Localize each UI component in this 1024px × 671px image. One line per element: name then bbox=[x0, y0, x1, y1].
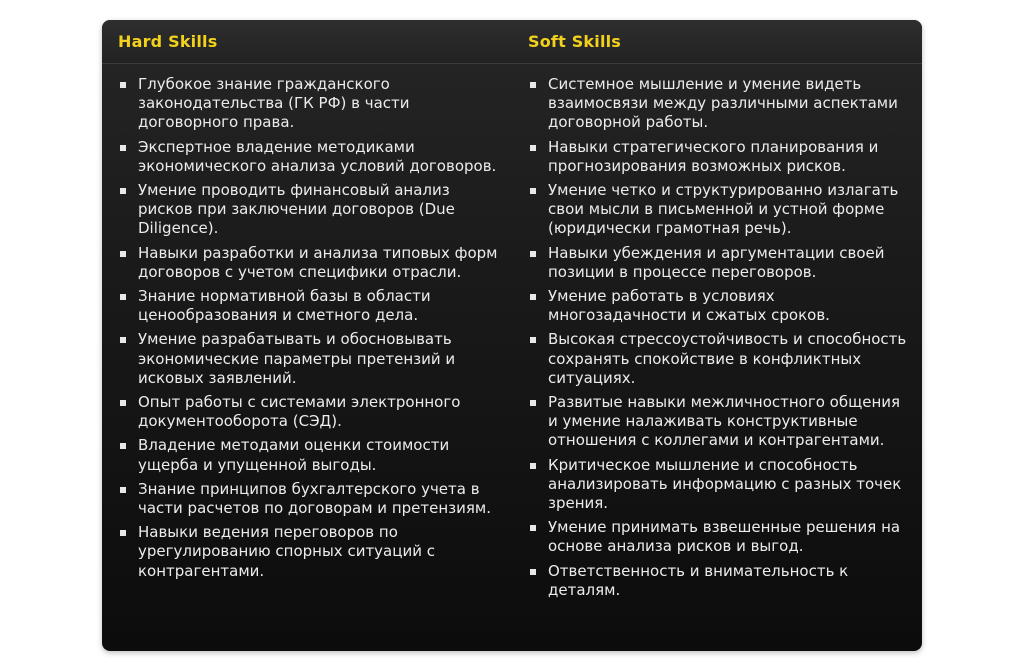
list-item-text: Навыки ведения переговоров по урегулированию спорных ситуаций с контрагентами. bbox=[138, 523, 435, 580]
list-item-text: Системное мышление и умение видеть взаимосвязи между различными аспектами договорной работы. bbox=[548, 75, 898, 132]
list-item bbox=[528, 138, 914, 176]
bullet-icon bbox=[530, 463, 536, 469]
list-item bbox=[528, 456, 914, 514]
list-item bbox=[118, 330, 498, 388]
list-item-text: Умение проводить финансовый анализ рисков при заключении договоров (Due Diligence). bbox=[138, 181, 455, 238]
list-item bbox=[528, 562, 914, 600]
bullet-icon bbox=[120, 400, 126, 406]
bullet-icon bbox=[530, 294, 536, 300]
list-item bbox=[528, 244, 914, 282]
list-item bbox=[118, 393, 498, 431]
list-item-text: Ответственность и внимательность к деталям. bbox=[548, 561, 849, 599]
hard-skills-heading: Hard Skills bbox=[118, 32, 218, 51]
soft-skills-list bbox=[528, 75, 914, 605]
bullet-icon bbox=[120, 145, 126, 151]
list-item bbox=[118, 181, 498, 239]
list-item bbox=[528, 287, 914, 325]
bullet-icon bbox=[120, 443, 126, 449]
list-item-text: Высокая стрессоустойчивость и способность сохранять спокойствие в конфликтных ситуациях. bbox=[548, 330, 907, 387]
bullet-icon bbox=[530, 82, 536, 88]
list-item bbox=[118, 480, 498, 518]
list-item-text: Знание принципов бухгалтерского учета в части расчетов по договорам и претензиям. bbox=[138, 479, 491, 518]
list-item-text: Опыт работы с системами электронного документооборота (СЭД). bbox=[138, 393, 461, 431]
list-item-text: Навыки стратегического планирования и прогнозирования возможных рисков. bbox=[548, 137, 879, 175]
bullet-icon bbox=[120, 530, 126, 536]
list-item bbox=[118, 287, 498, 325]
skills-table-header bbox=[102, 20, 922, 64]
skills-card bbox=[102, 20, 922, 651]
bullet-icon bbox=[530, 145, 536, 151]
list-item bbox=[528, 393, 914, 451]
list-item bbox=[528, 181, 914, 239]
bullet-icon bbox=[530, 569, 536, 575]
bullet-icon bbox=[530, 337, 536, 343]
bullet-icon bbox=[530, 251, 536, 257]
bullet-icon bbox=[530, 400, 536, 406]
list-item-text: Умение разрабатывать и обосновывать экономические параметры претензий и исковых заявлений. bbox=[138, 330, 456, 387]
bullet-icon bbox=[530, 188, 536, 194]
bullet-icon bbox=[120, 188, 126, 194]
list-item bbox=[528, 75, 914, 133]
bullet-icon bbox=[120, 251, 126, 257]
list-item-text: Критическое мышление и способность анализировать информацию с разных точек зрения. bbox=[548, 455, 902, 513]
list-item-text: Глубокое знание гражданского законодательства (ГК РФ) в части договорного права. bbox=[138, 75, 410, 132]
list-item bbox=[118, 138, 498, 176]
list-item bbox=[528, 330, 914, 388]
soft-skills-heading: Soft Skills bbox=[528, 32, 622, 51]
list-item-text: Навыки разработки и анализа типовых форм договоров с учетом специфики отрасли. bbox=[138, 243, 498, 281]
list-item bbox=[118, 75, 498, 133]
list-item-text: Экспертное владение методиками экономического анализа условий договоров. bbox=[138, 137, 497, 175]
list-item bbox=[118, 523, 498, 581]
bullet-icon bbox=[120, 487, 126, 493]
bullet-icon bbox=[530, 525, 536, 531]
bullet-icon bbox=[120, 82, 126, 88]
list-item-text: Владение методами оценки стоимости ущерба и упущенной выгоды. bbox=[138, 436, 450, 474]
list-item-text: Знание нормативной базы в области ценообразования и сметного дела. bbox=[138, 287, 431, 325]
hard-skills-list bbox=[118, 75, 498, 586]
list-item-text: Умение принимать взвешенные решения на основе анализа рисков и выгод. bbox=[548, 518, 901, 556]
list-item-text: Умение четко и структурированно излагать свои мысли в письменной и устной форме (юридически грамотная речь). bbox=[548, 181, 899, 238]
list-item bbox=[118, 436, 498, 474]
bullet-icon bbox=[120, 294, 126, 300]
list-item-text: Умение работать в условиях многозадачности и сжатых сроков. bbox=[548, 287, 830, 325]
bullet-icon bbox=[120, 337, 126, 343]
list-item bbox=[528, 518, 914, 556]
list-item bbox=[118, 244, 498, 282]
list-item-text: Развитые навыки межличностного общения и умение налаживать конструктивные отношения с коллегами и контрагентами. bbox=[548, 393, 901, 450]
list-item-text: Навыки убеждения и аргументации своей позиции в процессе переговоров. bbox=[548, 243, 885, 281]
